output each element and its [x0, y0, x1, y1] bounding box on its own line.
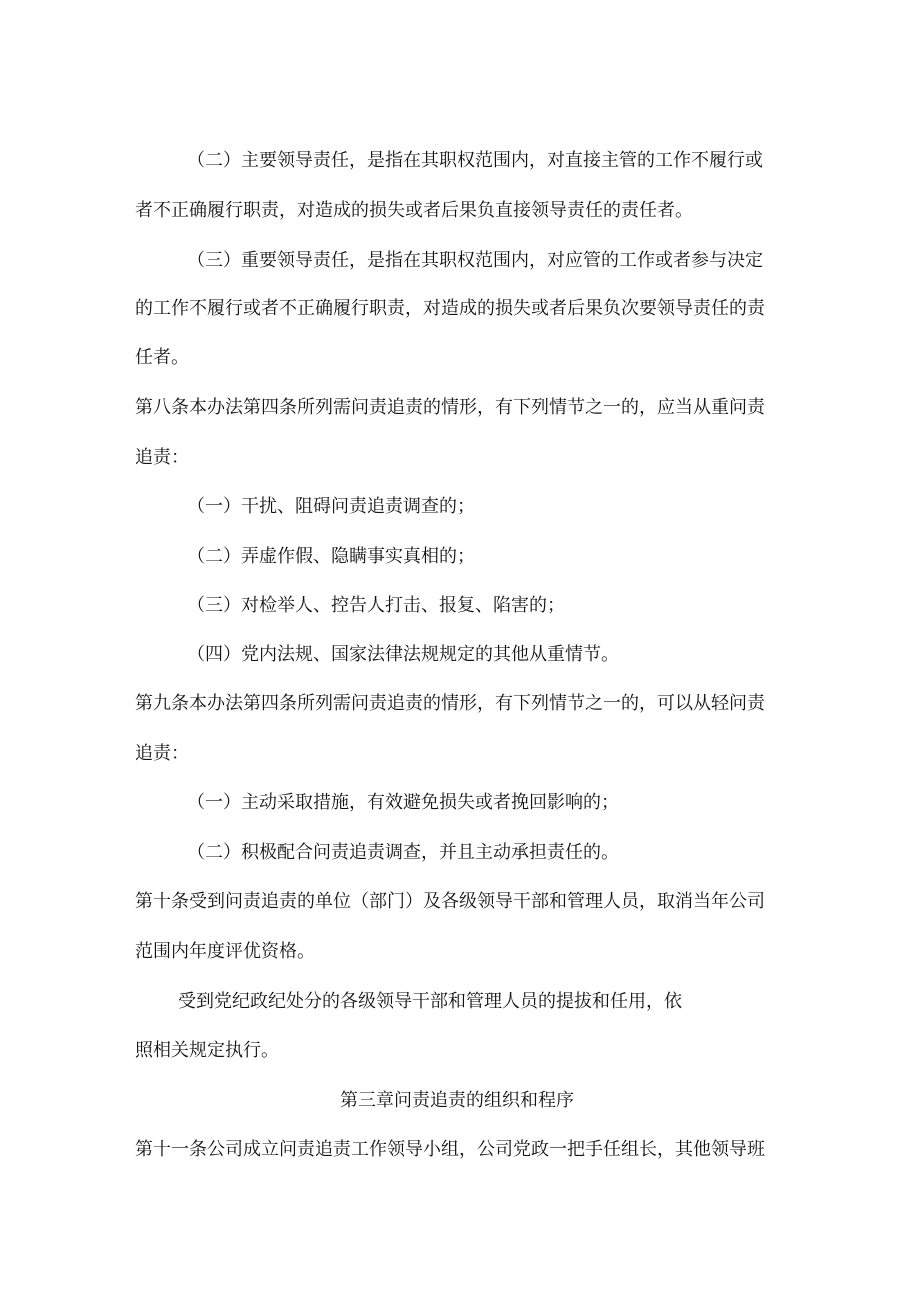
- list-item: （二）积极配合问责追责调查，并且主动承担责任的。: [187, 842, 619, 863]
- paragraph-line: 追责：: [135, 447, 189, 468]
- list-item: （四）党内法规、国家法律法规规定的其他从重情节。: [187, 644, 619, 665]
- paragraph-line: 任者。: [135, 347, 189, 368]
- article-heading-line: 第九条本办法第四条所列需问责追责的情形，有下列情节之一的，可以从轻问责: [135, 693, 765, 714]
- paragraph-line: 者不正确履行职责，对造成的损失或者后果负直接领导责任的责任者。: [135, 200, 693, 221]
- article-heading-line: 第十条受到问责追责的单位（部门）及各级领导干部和管理人员，取消当年公司: [135, 891, 765, 912]
- article-heading-line: 第八条本办法第四条所列需问责追责的情形，有下列情节之一的，应当从重问责: [135, 397, 765, 418]
- paragraph-line: 的工作不履行或者不正确履行职责，对造成的损失或者后果负次要领导责任的责: [135, 298, 765, 319]
- paragraph-line: （二）主要领导责任，是指在其职权范围内，对直接主管的工作不履行或: [187, 150, 763, 171]
- paragraph-line: 追责：: [135, 743, 189, 764]
- chapter-heading: 第三章问责追责的组织和程序: [340, 1090, 574, 1111]
- list-item: （一）干扰、阻碍问责追责调查的；: [187, 496, 475, 517]
- article-heading-line: 第十一条公司成立问责追责工作领导小组，公司党政一把手任组长，其他领导班: [135, 1139, 765, 1160]
- paragraph-line: 范围内年度评优资格。: [135, 941, 315, 962]
- list-item: （二）弄虚作假、隐瞒事实真相的；: [187, 546, 475, 567]
- list-item: （三）对检举人、控告人打击、报复、陷害的；: [187, 595, 565, 616]
- paragraph-line: （三）重要领导责任，是指在其职权范围内，对应管的工作或者参与决定: [187, 250, 763, 271]
- paragraph-line: 受到党纪政纪处分的各级领导干部和管理人员的提拔和任用，依: [178, 991, 682, 1012]
- list-item: （一）主动采取措施，有效避免损失或者挽回影响的；: [187, 792, 619, 813]
- paragraph-line: 照相关规定执行。: [135, 1040, 279, 1061]
